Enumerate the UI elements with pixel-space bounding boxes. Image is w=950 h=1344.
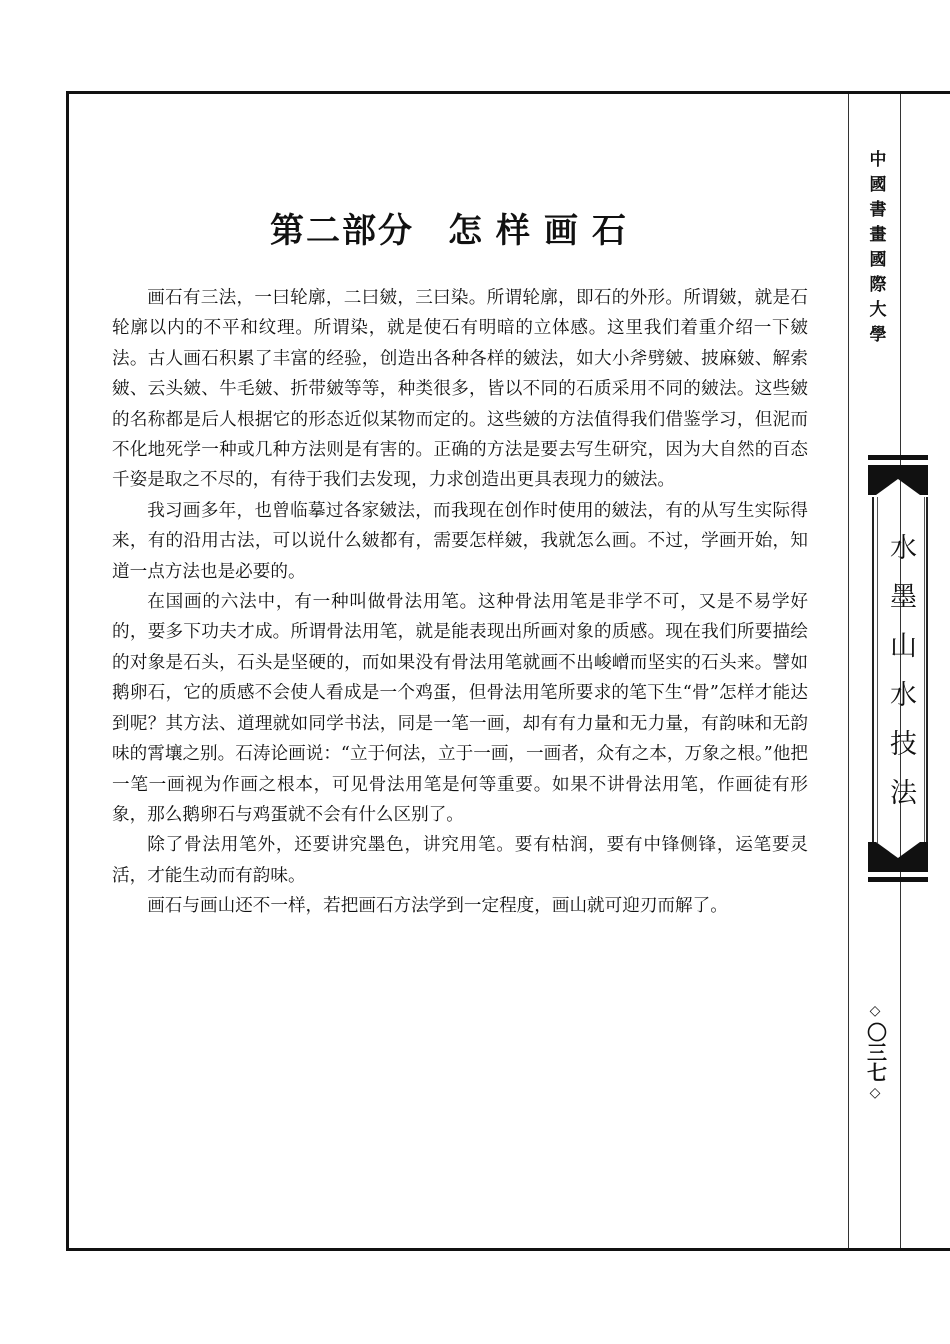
diamond-icon-top: ◇ (869, 1003, 881, 1019)
paragraph: 画石与画山还不一样，若把画石方法学到一定程度，画山就可迎刃而解了。 (147, 896, 728, 917)
book-title-text: 水墨山水技法 (885, 533, 916, 827)
publisher-text: 中國書畫國際大學 (865, 150, 886, 350)
title-topic: 怎样画石 (448, 210, 640, 251)
sidebar-rule-left (848, 94, 849, 1248)
ornament-top-icon (868, 455, 928, 495)
page-number-text: 〇三七 (863, 1022, 888, 1082)
frame-bottom-border (66, 1248, 950, 1251)
ornament-bottom-icon (868, 842, 928, 882)
frame-left-border (66, 91, 69, 1251)
page-title (0, 203, 910, 252)
title-part: 第二部分 (270, 210, 414, 251)
diamond-icon-bottom: ◇ (869, 1085, 881, 1101)
paragraph: 我习画多年，也曾临摹过各家皴法，而我现在创作时使用的皴法，有的从写生实际得来，有的沿用古法，可以说什么皴都有，需要怎样皴，我就怎么画。不过，学画开始，知道一点方法也是必要的。 (112, 500, 808, 582)
publisher-name (857, 150, 893, 350)
paragraph: 画石有三法，一曰轮廓，二曰皴，三曰染。所谓轮廓，即石的外形。所谓皴，就是石轮廓以内的不平和纹理。所谓染，就是使石有明暗的立体感。这里我们着重介绍一下皴法。古人画石积累了丰富的经验，创造出各种各样的皴法，如大小斧劈皴、披麻皴、解索皴、云头皴、牛毛皴、折带皴等等，种类很多，皆以不同的石质采用不同的皴法。这些皴的名称都是后人根据它的形态近似某物而定的。这些皴的方法值得我们借鉴学习，但泥而不化地死学一种或几种方法则是有害的。正确的方法是要去写生研究，因为大自然的百态千姿是取之不尽的，有待于我们去发现，力求创造出更具表现力的皴法。 (112, 288, 808, 491)
book-title (872, 533, 928, 827)
article-body (112, 283, 808, 922)
paragraph: 除了骨法用笔外，还要讲究墨色，讲究用笔。要有枯润，要有中锋侧锋，运笔要灵活，才能生动而有韵味。 (112, 835, 808, 886)
paragraph: 在国画的六法中，有一种叫做骨法用笔。这种骨法用笔是非学不可，又是不易学好的，要多下功夫才成。所谓骨法用笔，就是能表现出所画对象的质感。现在我们所要描绘的对象是石头，石头是坚硬的，而如果没有骨法用笔就画不出峻嶒而坚实的石头来。譬如鹅卵石，它的质感不会使人看成是一个鸡蛋，但骨法用笔所要求的笔下生“骨”怎样才能达到呢？其方法、道理就如同学书法，同是一笔一画，却有有力量和无力量，有韵味和无韵味的霄壤之别。石涛论画说：“立于何法，立于一画，一画者，众有之本，万象之根。”他把一笔一画视为作画之根本，可见骨法用笔是何等重要。如果不讲骨法用笔，作画徒有形象，那么鹅卵石与鸡蛋就不会有什么区别了。 (112, 592, 808, 825)
page-number (857, 1000, 893, 1104)
frame-top-border (66, 91, 950, 94)
